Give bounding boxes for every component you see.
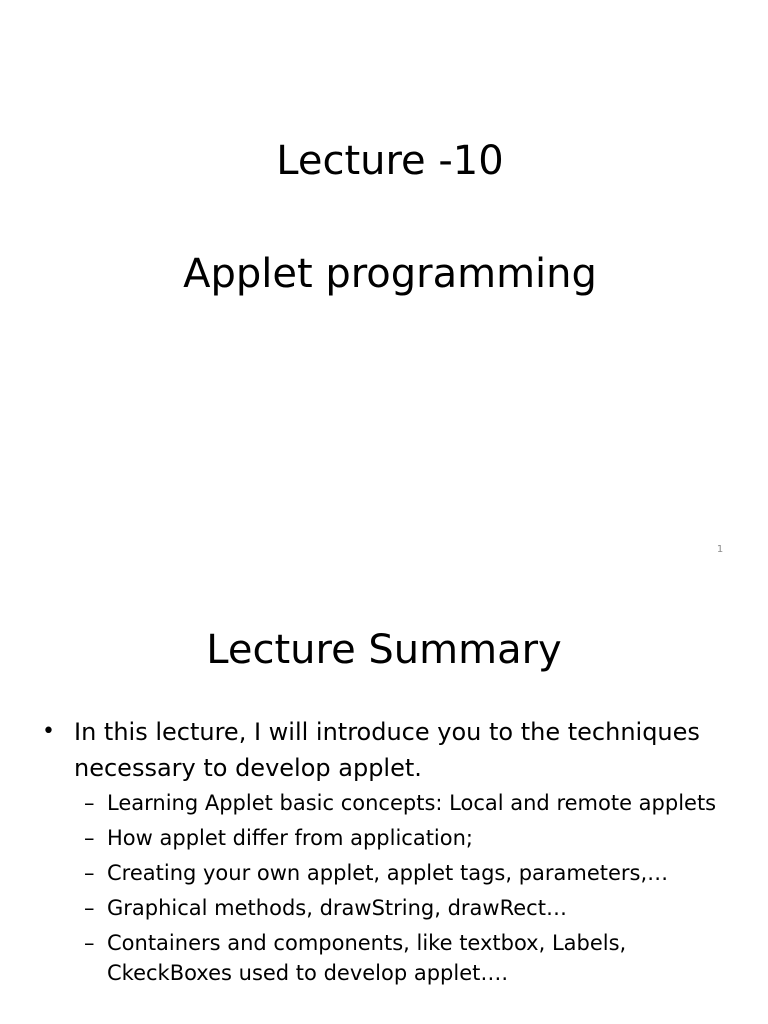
dash-icon: – bbox=[84, 896, 95, 920]
bullet-dot-icon: • bbox=[42, 719, 55, 744]
sub-item-text: Learning Applet basic concepts: Local and remote applets bbox=[107, 791, 717, 815]
sub-item-3 bbox=[74, 858, 727, 888]
bullet-list bbox=[42, 714, 742, 993]
sub-item-1 bbox=[74, 788, 727, 818]
slide-2-title: Lecture Summary bbox=[206, 627, 562, 673]
slide-2 bbox=[0, 576, 768, 1024]
sub-item-4 bbox=[74, 893, 727, 923]
slide-1-title-line-2: Applet programming bbox=[183, 251, 597, 297]
dash-icon: – bbox=[84, 791, 95, 815]
sub-item-5 bbox=[74, 928, 727, 988]
sub-item-text: How applet differ from application; bbox=[107, 826, 474, 850]
sub-item-text: Graphical methods, drawString, drawRect… bbox=[107, 896, 567, 920]
bullet-item bbox=[42, 714, 742, 988]
sub-item-2 bbox=[74, 823, 727, 853]
sub-item-text: Containers and components, like textbox, Labels, CkeckBoxes used to develop applet…. bbox=[107, 931, 627, 985]
sub-bullet-list bbox=[74, 788, 742, 988]
dash-icon: – bbox=[84, 826, 95, 850]
slide-1-title-line-1: Lecture -10 bbox=[276, 138, 504, 184]
bullet-text: In this lecture, I will introduce you to the techniques necessary to develop applet. bbox=[74, 718, 700, 782]
page-number: 1 bbox=[716, 544, 724, 555]
sub-item-text: Creating your own applet, applet tags, parameters,… bbox=[107, 861, 669, 885]
dash-icon: – bbox=[84, 931, 95, 955]
dash-icon: – bbox=[84, 861, 95, 885]
